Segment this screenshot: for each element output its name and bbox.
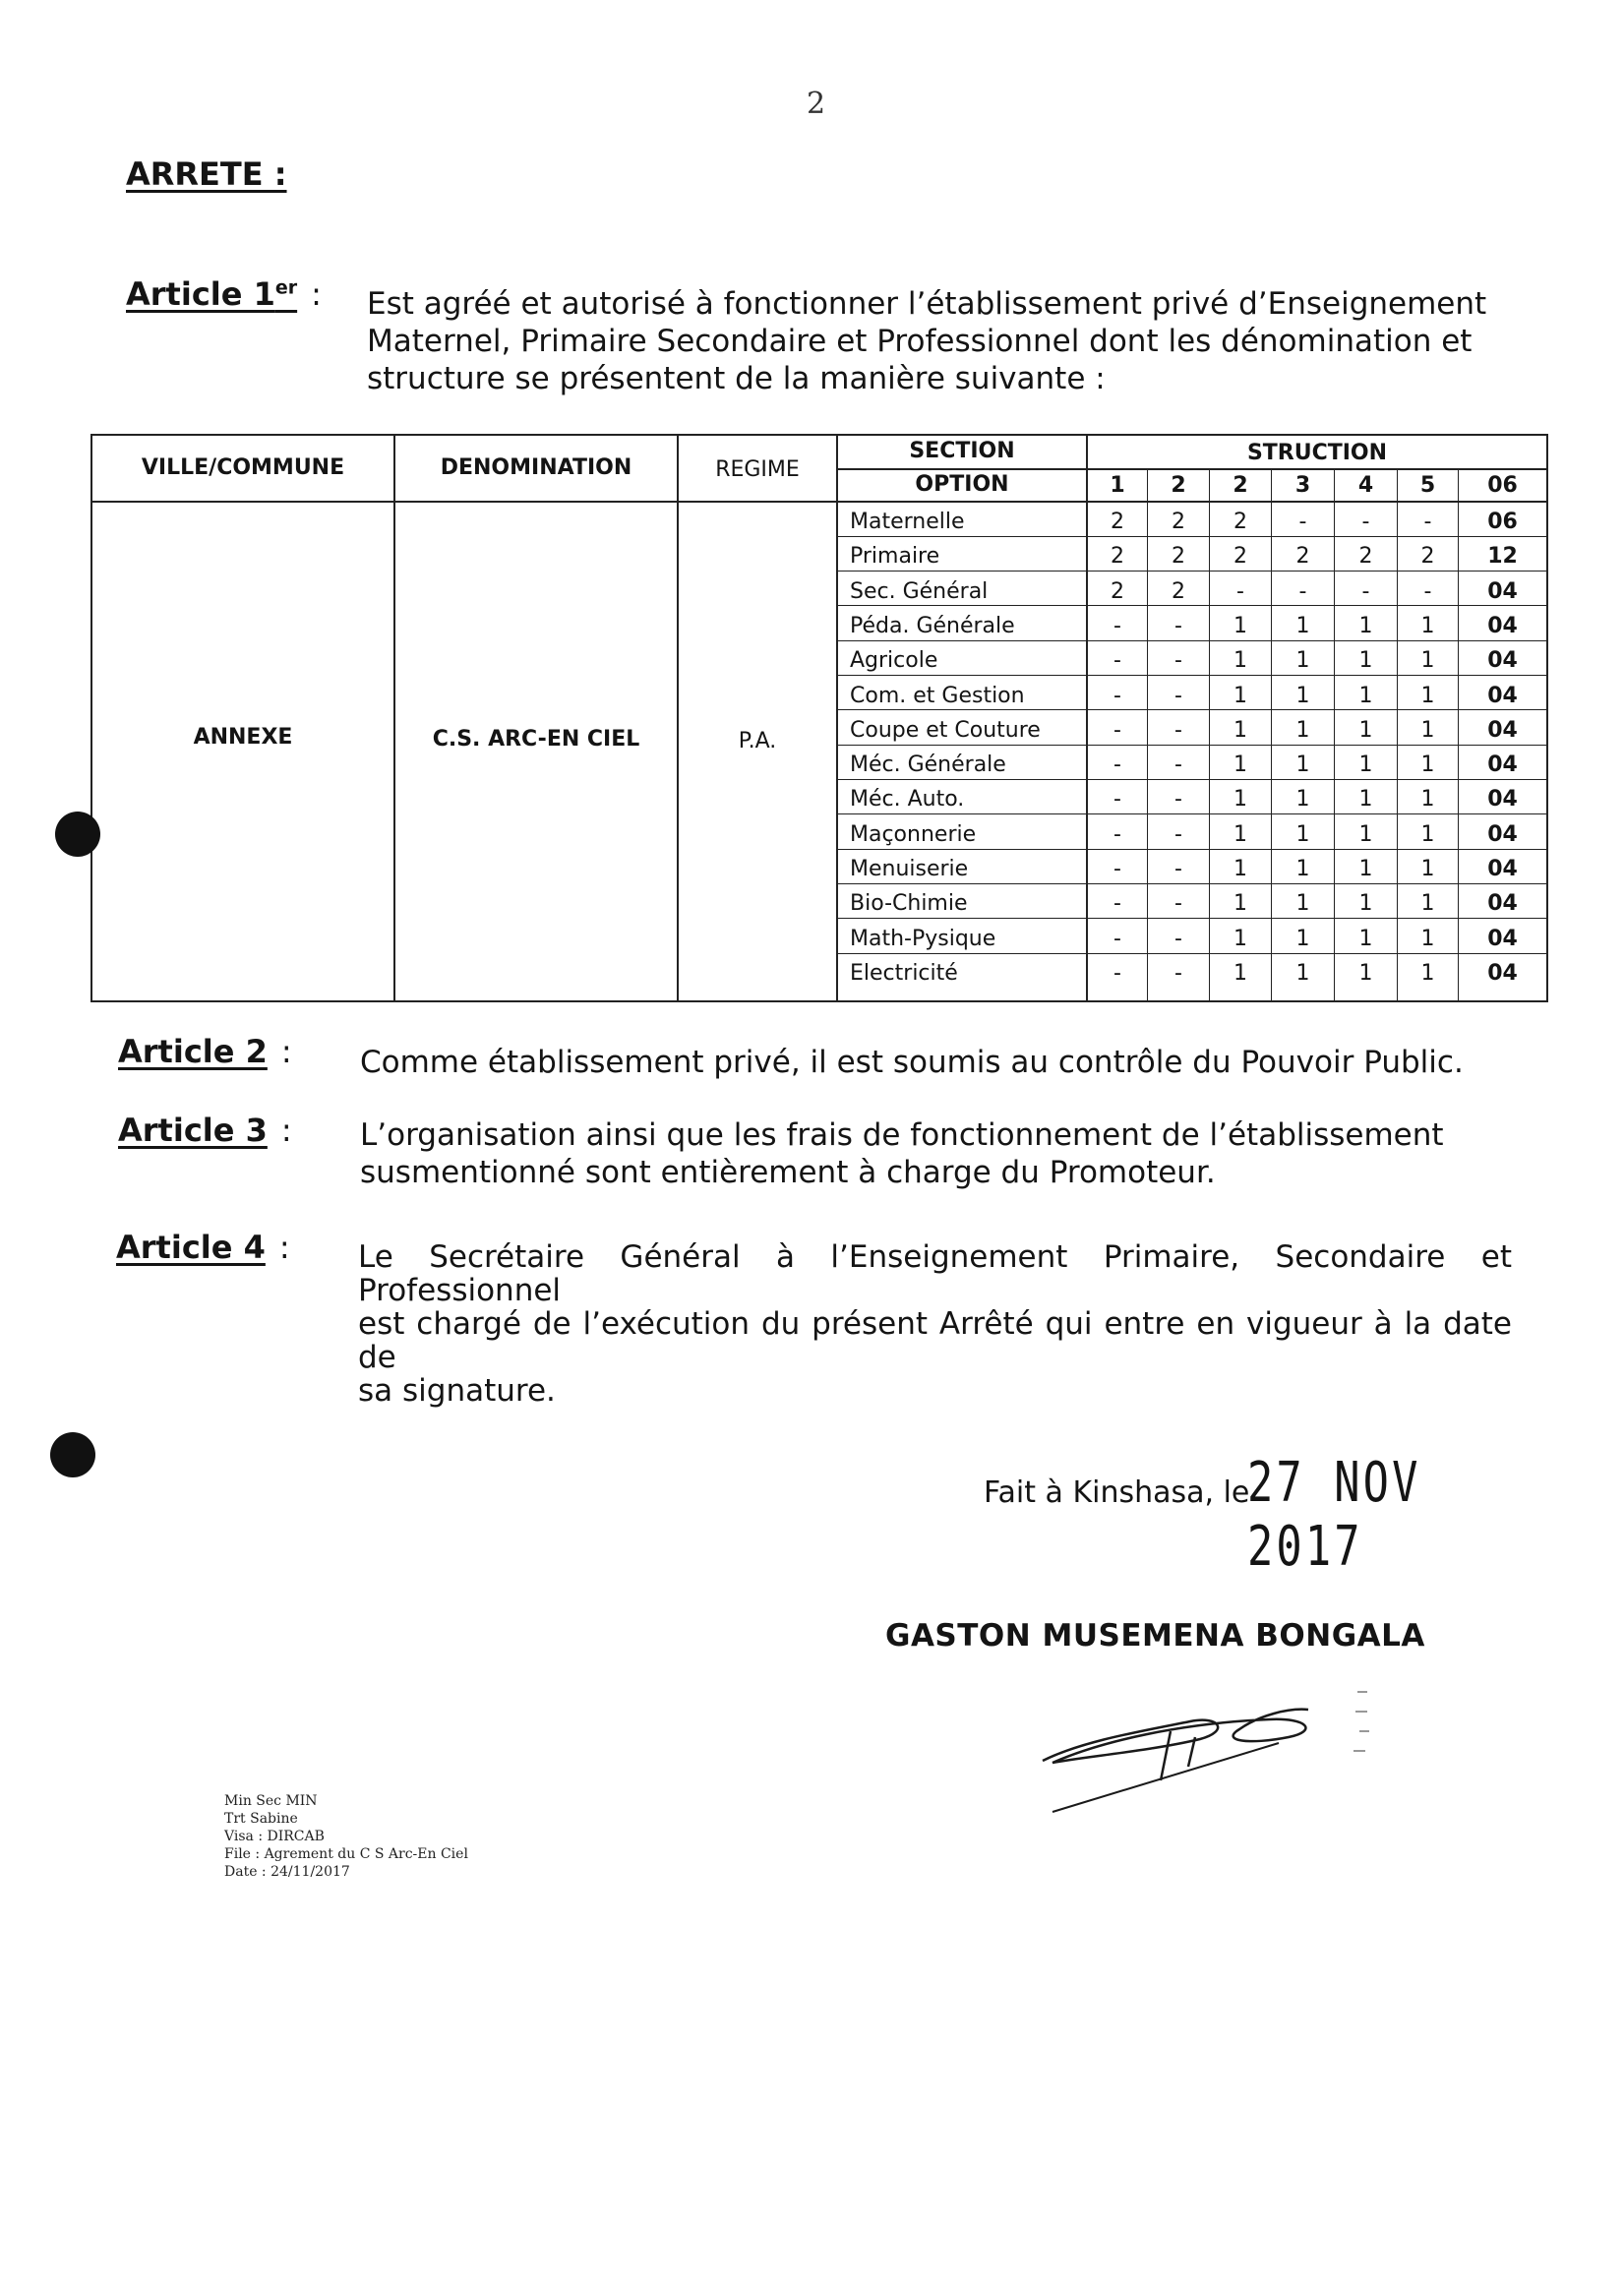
level-cell: 1 <box>1233 683 1247 708</box>
option-cell: Electricité <box>850 960 958 986</box>
level-cell: 1 <box>1295 926 1310 951</box>
handwritten-signature <box>1023 1672 1436 1820</box>
level-cell: 2 <box>1172 510 1185 534</box>
article-1-line: Maternel, Primaire Secondaire et Professionnel dont les dénomination et <box>367 324 1473 359</box>
level-cell: 1 <box>1233 648 1247 674</box>
footer-line: Min Sec MIN <box>224 1793 318 1809</box>
total-cell: 04 <box>1487 926 1518 951</box>
level-cell: 2 <box>1233 544 1247 570</box>
level-cell: 1 <box>1233 613 1247 638</box>
level-cell: 1 <box>1358 926 1373 951</box>
level-cell: 1 <box>1295 613 1310 638</box>
header-level: 3 <box>1294 473 1311 498</box>
header-ville-commune: VILLE/COMMUNE <box>141 455 345 480</box>
level-cell: 1 <box>1358 683 1373 708</box>
article-2-line: Comme établissement privé, il est soumis au contrôle du Pouvoir Public. <box>360 1045 1464 1080</box>
level-cell: 2 <box>1172 544 1185 570</box>
level-cell: 1 <box>1420 717 1435 743</box>
footer-line: Visa : DIRCAB <box>224 1829 325 1844</box>
level-cell: 1 <box>1420 648 1435 674</box>
level-cell: 1 <box>1295 960 1310 986</box>
level-cell: 1 <box>1295 891 1310 917</box>
level-cell: - <box>1174 891 1182 917</box>
article-1-text <box>367 285 1521 397</box>
level-cell: - <box>1113 613 1121 638</box>
total-cell: 04 <box>1487 891 1518 917</box>
level-cell: 2 <box>1295 544 1310 570</box>
level-cell: 1 <box>1358 717 1373 743</box>
level-cell: 1 <box>1420 683 1435 708</box>
header-struction: STRUCTION <box>1246 441 1388 465</box>
cell-ville-commune: ANNEXE <box>193 725 293 750</box>
decree-heading: ARRETE : <box>126 155 287 193</box>
signing-place: Fait à Kinshasa, le <box>984 1475 1250 1510</box>
level-cell: 1 <box>1295 648 1310 674</box>
article-3-title: Article 3 <box>118 1112 268 1149</box>
article-4-line: sa signature. <box>358 1373 556 1409</box>
total-cell: 04 <box>1487 648 1518 674</box>
article-1-superscript: er <box>274 276 298 299</box>
article-1-title: Article 1 <box>126 275 275 313</box>
article-2-label <box>118 1033 292 1070</box>
level-cell: - <box>1113 821 1121 847</box>
level-cell: 1 <box>1233 821 1247 847</box>
level-cell: - <box>1113 891 1121 917</box>
total-cell: 04 <box>1487 857 1518 881</box>
option-cell: Agricole <box>850 648 938 674</box>
structure-table <box>90 434 1548 1002</box>
level-cell: - <box>1174 613 1182 638</box>
level-cell: 2 <box>1420 544 1435 570</box>
article-3-line: susmentionné sont entièrement à charge du Promoteur. <box>360 1155 1216 1190</box>
punch-hole <box>55 812 100 857</box>
level-cell: - <box>1298 510 1307 534</box>
level-cell: 1 <box>1358 613 1373 638</box>
article-2-title: Article 2 <box>118 1033 268 1070</box>
level-cell: - <box>1113 752 1121 778</box>
footer-reference <box>224 1792 468 1881</box>
level-cell: 1 <box>1233 752 1247 778</box>
level-cell: 1 <box>1295 752 1310 778</box>
level-cell: 1 <box>1420 960 1435 986</box>
header-level: 4 <box>1357 473 1374 498</box>
level-cell: 1 <box>1358 891 1373 917</box>
cell-regime: P.A. <box>738 729 777 753</box>
level-cell: - <box>1174 717 1182 743</box>
header-level-total: 06 <box>1487 473 1518 498</box>
total-cell: 04 <box>1487 821 1518 847</box>
header-section: SECTION <box>909 439 1015 463</box>
level-cell: 1 <box>1295 717 1310 743</box>
punch-hole <box>50 1432 95 1477</box>
level-cell: - <box>1174 857 1182 881</box>
total-cell: 06 <box>1487 510 1518 534</box>
header-level: 2 <box>1233 473 1248 498</box>
level-cell: - <box>1236 578 1244 604</box>
footer-line: File : Agrement du C S Arc-En Ciel <box>224 1846 468 1862</box>
total-cell: 04 <box>1487 787 1518 812</box>
level-cell: - <box>1174 752 1182 778</box>
article-3-colon: : <box>280 1112 292 1149</box>
level-cell: - <box>1423 510 1432 534</box>
signing-date-stamp: 27 NOV 2017 <box>1247 1451 1421 1579</box>
level-cell: - <box>1174 821 1182 847</box>
level-cell: 1 <box>1420 787 1435 812</box>
option-cell: Bio-Chimie <box>850 891 968 917</box>
level-cell: 1 <box>1295 821 1310 847</box>
level-cell: - <box>1423 578 1432 604</box>
level-cell: 2 <box>1358 544 1373 570</box>
option-cell: Maternelle <box>850 510 965 534</box>
article-3-text <box>360 1116 1514 1191</box>
option-cell: Coupe et Couture <box>850 717 1041 743</box>
level-cell: 1 <box>1358 960 1373 986</box>
article-4-label <box>116 1229 290 1266</box>
header-level: 2 <box>1171 473 1186 498</box>
level-cell: 1 <box>1420 752 1435 778</box>
level-cell: 1 <box>1358 787 1373 812</box>
total-cell: 04 <box>1487 717 1518 743</box>
level-cell: 1 <box>1358 857 1373 881</box>
footer-line: Trt Sabine <box>224 1811 298 1827</box>
article-3-label <box>118 1112 292 1149</box>
signatory-name: GASTON MUSEMENA BONGALA <box>885 1618 1425 1654</box>
level-cell: 1 <box>1358 648 1373 674</box>
level-cell: 1 <box>1358 752 1373 778</box>
article-4-colon: : <box>278 1229 290 1266</box>
level-cell: 1 <box>1420 891 1435 917</box>
level-cell: 1 <box>1233 960 1247 986</box>
level-cell: 1 <box>1420 821 1435 847</box>
level-cell: 1 <box>1420 926 1435 951</box>
article-2-text <box>360 1044 1521 1081</box>
level-cell: - <box>1113 683 1121 708</box>
level-cell: - <box>1113 960 1121 986</box>
option-cell: Menuiserie <box>850 857 969 881</box>
option-cell: Sec. Général <box>850 578 989 604</box>
option-cell: Maçonnerie <box>850 821 977 847</box>
header-denomination: DENOMINATION <box>440 455 632 480</box>
total-cell: 04 <box>1487 613 1518 638</box>
level-cell: 2 <box>1111 578 1124 604</box>
level-cell: - <box>1174 683 1182 708</box>
option-cell: Math-Pysique <box>850 926 996 951</box>
level-cell: - <box>1174 787 1182 812</box>
footer-line: Date : 24/11/2017 <box>224 1864 350 1880</box>
total-cell: 04 <box>1487 683 1518 708</box>
option-cell: Péda. Générale <box>850 613 1015 638</box>
article-3-line: L’organisation ainsi que les frais de fonctionnement de l’établissement <box>360 1117 1444 1153</box>
header-level: 5 <box>1419 473 1436 498</box>
level-cell: 1 <box>1295 683 1310 708</box>
header-level: 1 <box>1110 473 1125 498</box>
level-cell: 1 <box>1295 787 1310 812</box>
page-number: 2 <box>807 87 826 121</box>
level-cell: 1 <box>1420 857 1435 881</box>
article-1-line: Est agréé et autorisé à fonctionner l’établissement privé d’Enseignement <box>367 286 1487 322</box>
article-4-line: Le Secrétaire Général à l’Enseignement Primaire, Secondaire et Professionnel <box>358 1239 1512 1308</box>
level-cell: - <box>1174 926 1182 951</box>
article-4-text <box>358 1240 1512 1408</box>
article-4-title: Article 4 <box>116 1229 266 1266</box>
level-cell: 1 <box>1233 787 1247 812</box>
level-cell: - <box>1113 648 1121 674</box>
option-cell: Com. et Gestion <box>850 683 1025 708</box>
cell-denomination: C.S. ARC-EN CIEL <box>432 727 640 752</box>
level-cell: 1 <box>1358 821 1373 847</box>
article-4-line: est chargé de l’exécution du présent Arrêté qui entre en vigueur à la date de <box>358 1306 1512 1375</box>
level-cell: - <box>1361 510 1370 534</box>
option-cell: Méc. Générale <box>850 752 1006 778</box>
level-cell: 1 <box>1233 857 1247 881</box>
level-cell: - <box>1113 717 1121 743</box>
level-cell: 2 <box>1111 510 1124 534</box>
level-cell: 1 <box>1420 613 1435 638</box>
article-2-colon: : <box>280 1033 292 1070</box>
level-cell: - <box>1113 926 1121 951</box>
level-cell: 2 <box>1111 544 1124 570</box>
level-cell: 1 <box>1233 926 1247 951</box>
level-cell: - <box>1113 857 1121 881</box>
total-cell: 04 <box>1487 960 1518 986</box>
total-cell: 04 <box>1487 578 1518 604</box>
level-cell: 2 <box>1233 510 1247 534</box>
option-cell: Primaire <box>850 544 940 570</box>
level-cell: 1 <box>1233 891 1247 917</box>
article-1-line: structure se présentent de la manière suivante : <box>367 361 1106 396</box>
level-cell: - <box>1113 787 1121 812</box>
article-1-colon: : <box>311 275 322 313</box>
total-cell: 04 <box>1487 752 1518 778</box>
level-cell: 2 <box>1172 578 1185 604</box>
total-cell: 12 <box>1487 544 1518 570</box>
level-cell: 1 <box>1295 857 1310 881</box>
level-cell: - <box>1361 578 1370 604</box>
level-cell: 1 <box>1233 717 1247 743</box>
level-cell: - <box>1174 648 1182 674</box>
level-cell: - <box>1298 578 1307 604</box>
header-regime: REGIME <box>715 457 800 482</box>
level-cell: - <box>1174 960 1182 986</box>
header-option: OPTION <box>915 472 1009 497</box>
option-cell: Méc. Auto. <box>850 787 965 812</box>
article-1-label <box>126 275 322 313</box>
